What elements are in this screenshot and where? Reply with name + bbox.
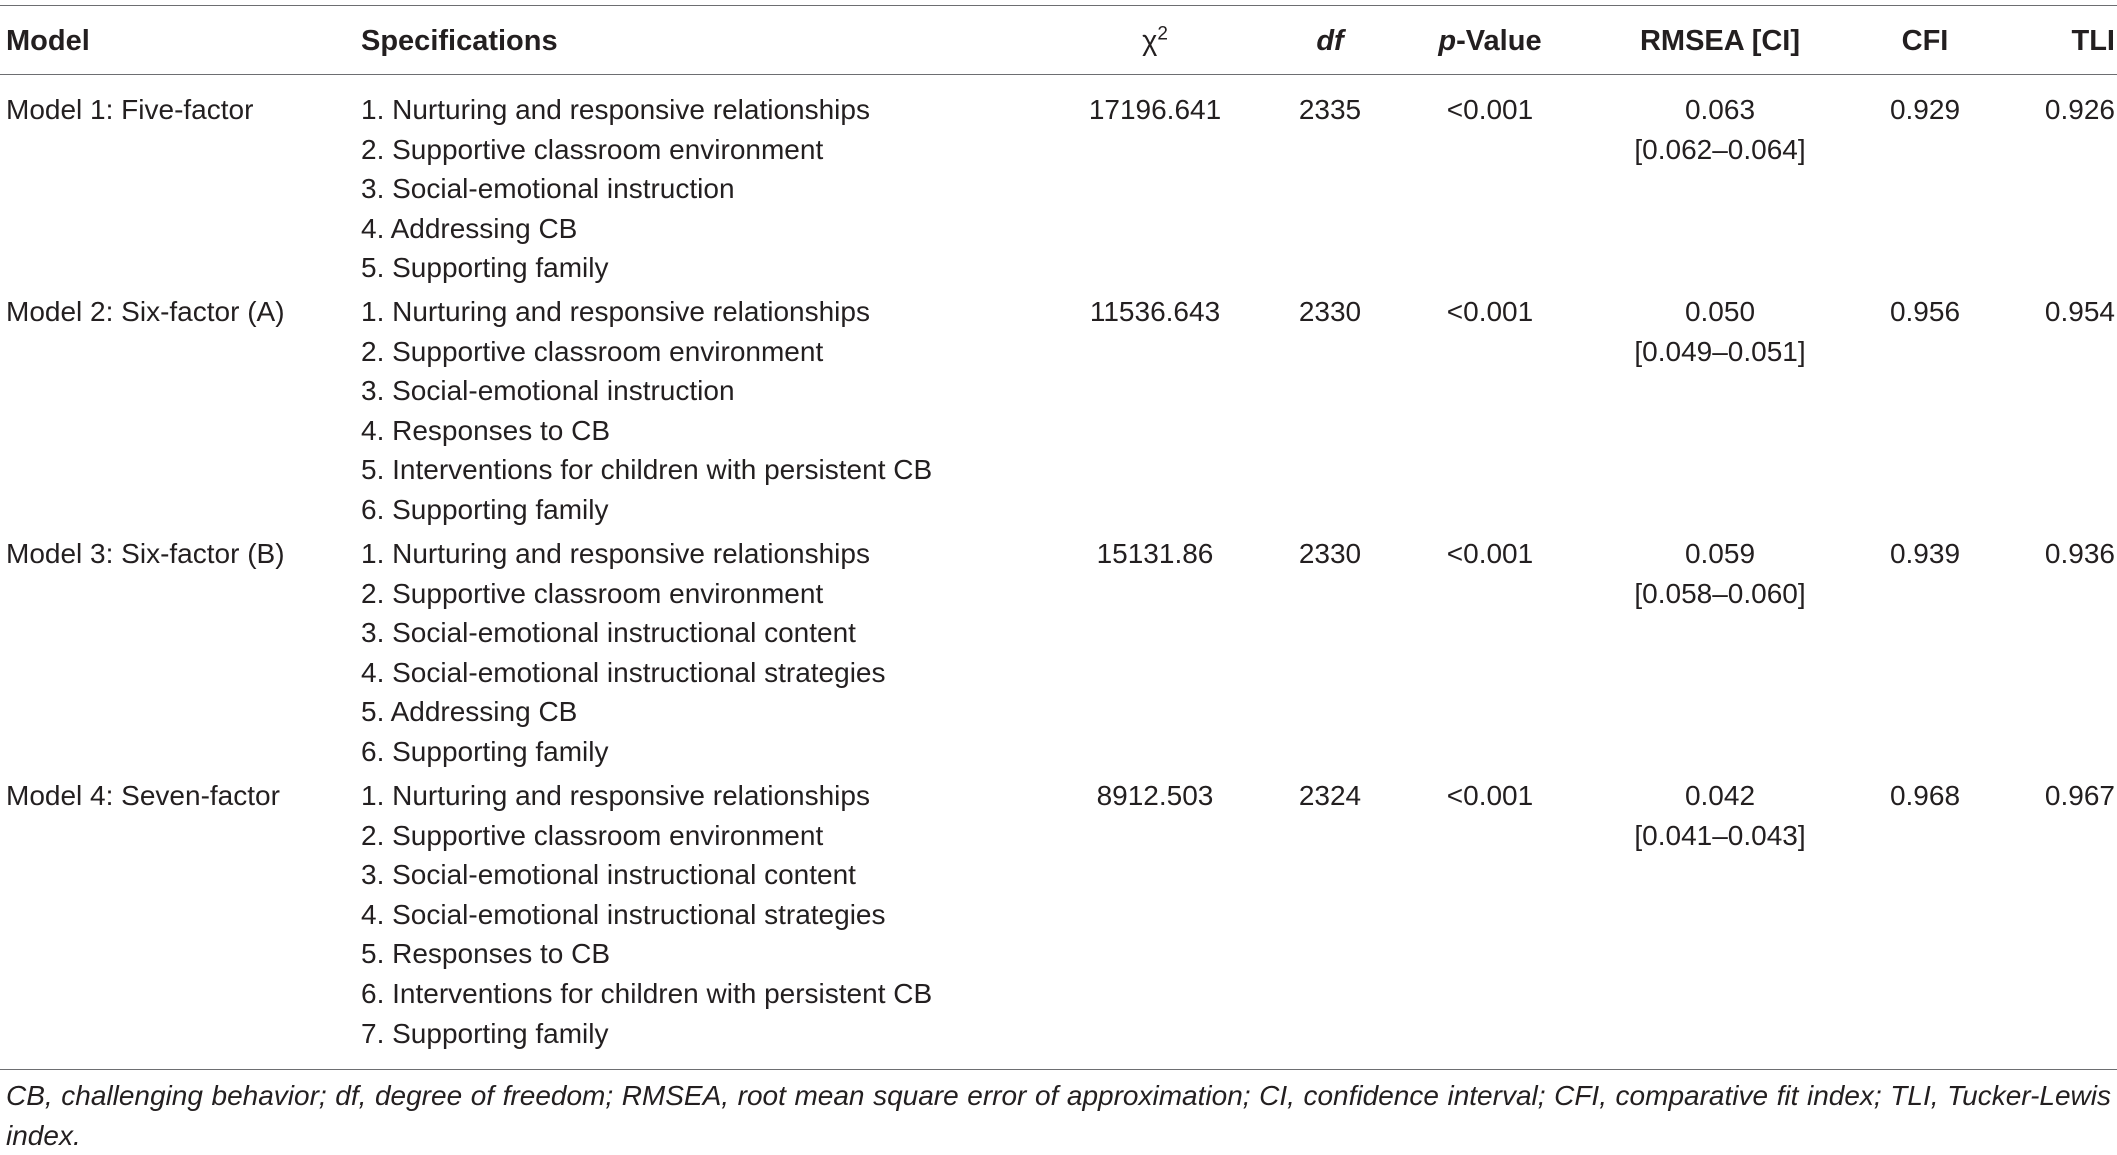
spec-item: 2. Supportive classroom environment — [361, 133, 824, 165]
df-value: 2335 — [1298, 94, 1362, 125]
specifications-list — [361, 534, 885, 772]
df-value: 2330 — [1298, 296, 1362, 327]
header-chi-square — [1035, 24, 1275, 58]
spec-item: 4. Addressing CB — [361, 212, 578, 244]
header-tli: TLI — [2071, 25, 2115, 57]
header-cfi: CFI — [1901, 25, 1949, 57]
spec-item: 1. Nurturing and responsive relationships — [361, 296, 870, 327]
p-value: <0.001 — [1446, 538, 1534, 569]
spec-item: 5. Responses to CB — [361, 938, 611, 970]
header-model: Model — [6, 25, 90, 57]
chi-square-value: 11536.643 — [1089, 296, 1221, 327]
spec-item: 6. Interventions for children with persistent CB — [361, 977, 933, 1009]
specifications-list — [361, 292, 932, 530]
p-value: <0.001 — [1446, 296, 1534, 327]
rmsea-estimate: 0.050 — [1684, 296, 1756, 327]
tli-value: 0.936 — [2044, 538, 2115, 569]
cfi-value: 0.929 — [1889, 94, 1961, 125]
spec-item: 6. Supporting family — [361, 735, 609, 767]
rmsea-ci: [0.049–0.051] — [1634, 335, 1806, 367]
chi-superscript: 2 — [1157, 23, 1168, 45]
spec-item: 2. Supportive classroom environment — [361, 335, 824, 367]
df-label: df — [1316, 25, 1344, 57]
spec-item: 7. Supporting family — [361, 1017, 609, 1049]
header-df — [1270, 24, 1390, 58]
model-name: Model 2: Six-factor (A) — [6, 296, 285, 327]
spec-item: 5. Addressing CB — [361, 696, 578, 728]
header-rule — [0, 74, 2117, 75]
header-p-value — [1390, 24, 1590, 58]
spec-item: 2. Supportive classroom environment — [361, 819, 824, 851]
spec-item: 2. Supportive classroom environment — [361, 577, 824, 609]
model-name: Model 1: Five-factor — [6, 94, 254, 125]
rmsea-value — [1600, 534, 1840, 613]
spec-item: 3. Social-emotional instructional content — [361, 859, 856, 891]
rmsea-value — [1600, 776, 1840, 855]
cfi-value: 0.939 — [1889, 538, 1961, 569]
specifications-list — [361, 776, 932, 1053]
specifications-list — [361, 90, 870, 288]
top-rule — [0, 5, 2117, 6]
spec-item: 4. Social-emotional instructional strategies — [361, 898, 886, 930]
df-value: 2324 — [1298, 780, 1362, 811]
header-rmsea: RMSEA [CI] — [1639, 25, 1801, 57]
spec-item: 4. Social-emotional instructional strategies — [361, 656, 886, 688]
spec-item: 5. Interventions for children with persistent CB — [361, 454, 933, 486]
spec-item: 5. Supporting family — [361, 252, 609, 284]
spec-item: 4. Responses to CB — [361, 414, 611, 446]
spec-item: 3. Social-emotional instructional content — [361, 617, 856, 649]
p-suffix: -Value — [1456, 25, 1542, 57]
p-letter: p — [1438, 25, 1457, 57]
chi-square-value: 15131.86 — [1096, 538, 1214, 569]
model-name: Model 3: Six-factor (B) — [6, 538, 285, 569]
spec-item: 1. Nurturing and responsive relationships — [361, 538, 870, 569]
rmsea-ci: [0.062–0.064] — [1634, 133, 1806, 165]
rmsea-value — [1600, 90, 1840, 169]
rmsea-estimate: 0.042 — [1684, 780, 1756, 811]
chi-square-value: 8912.503 — [1096, 780, 1214, 811]
df-value: 2330 — [1298, 538, 1362, 569]
rmsea-value — [1600, 292, 1840, 371]
rmsea-estimate: 0.059 — [1684, 538, 1756, 569]
rmsea-ci: [0.058–0.060] — [1634, 577, 1806, 609]
tli-value: 0.954 — [2044, 296, 2115, 327]
cfi-value: 0.968 — [1889, 780, 1961, 811]
tli-value: 0.967 — [2044, 780, 2115, 811]
spec-item: 1. Nurturing and responsive relationships — [361, 780, 870, 811]
bottom-rule — [0, 1069, 2117, 1070]
chi-symbol: χ — [1142, 25, 1158, 57]
spec-item: 1. Nurturing and responsive relationships — [361, 94, 870, 125]
p-value: <0.001 — [1446, 780, 1534, 811]
table-footnote: CB, challenging behavior; df, degree of freedom; RMSEA, root mean square error of approximation; CI, confidence interval; CFI, comparative fit index; TLI, Tucker-Lewis index. — [6, 1080, 2111, 1151]
cfi-value: 0.956 — [1889, 296, 1961, 327]
model-name: Model 4: Seven-factor — [6, 780, 280, 811]
spec-item: 6. Supporting family — [361, 493, 609, 525]
rmsea-ci: [0.041–0.043] — [1634, 819, 1806, 851]
p-value: <0.001 — [1446, 94, 1534, 125]
chi-square-value: 17196.641 — [1088, 94, 1222, 125]
spec-item: 3. Social-emotional instruction — [361, 375, 735, 407]
spec-item: 3. Social-emotional instruction — [361, 173, 735, 205]
tli-value: 0.926 — [2044, 94, 2115, 125]
rmsea-estimate: 0.063 — [1684, 94, 1756, 125]
header-specifications: Specifications — [361, 25, 558, 57]
